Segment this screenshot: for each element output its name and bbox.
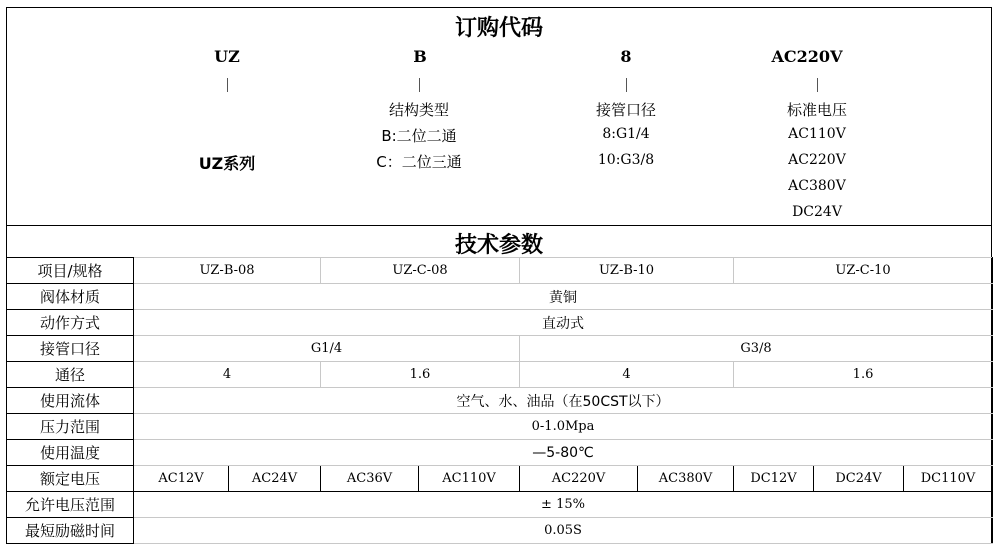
table-row [7, 440, 993, 466]
row-header: 接管口径 [7, 336, 134, 362]
row-header: 允许电压范围 [7, 492, 134, 518]
structure-heading: 结构类型 [388, 101, 449, 119]
bore-cell: 1.6 [734, 362, 993, 388]
connector-line [227, 78, 228, 92]
action-cell: 直动式 [134, 310, 993, 336]
table-row [7, 258, 993, 284]
table-row [7, 336, 993, 362]
table-row [7, 518, 993, 544]
structure-option: B:二位二通 [381, 127, 457, 145]
row-header: 最短励磁时间 [7, 518, 134, 544]
tolerance-cell: ± 15% [134, 492, 993, 518]
port-cell: G3/8 [520, 336, 993, 362]
model-cell: UZ-B-08 [134, 258, 321, 284]
port-heading: 接管口径 [595, 101, 656, 119]
spec-table [6, 257, 993, 544]
row-header: 阀体材质 [7, 284, 134, 310]
code-port: 8 [620, 47, 632, 66]
voltage-cell: AC36V [321, 466, 419, 492]
table-row [7, 284, 993, 310]
voltage-option: AC380V [788, 178, 846, 194]
table-row [7, 388, 993, 414]
code-voltage: AC220V [771, 47, 843, 66]
model-cell: UZ-C-10 [734, 258, 993, 284]
bore-cell: 4 [520, 362, 734, 388]
voltage-option: DC24V [792, 204, 842, 220]
tech-title: 技术参数 [454, 233, 543, 258]
connector-line [419, 78, 420, 92]
structure-option: C：二位三通 [376, 153, 462, 171]
connector-line [626, 78, 627, 92]
temperature-cell: —5-80℃ [134, 440, 993, 466]
port-option: 8:G1/4 [602, 126, 650, 142]
port-option: 10:G3/8 [597, 152, 655, 168]
row-header: 使用流体 [7, 388, 134, 414]
voltage-cell: AC220V [520, 466, 638, 492]
voltage-cell: DC110V [904, 466, 993, 492]
fluid-cell: 空气、水、油品（在50CST以下） [134, 388, 993, 414]
series-label: UZ系列 [198, 154, 256, 173]
voltage-cell: AC110V [419, 466, 520, 492]
voltage-cell: AC380V [638, 466, 734, 492]
table-row [7, 414, 993, 440]
voltage-option: AC220V [788, 152, 846, 168]
table-row [7, 310, 993, 336]
voltage-cell: AC24V [229, 466, 321, 492]
voltage-cell: AC12V [134, 466, 229, 492]
section-divider [6, 225, 992, 226]
row-header: 压力范围 [7, 414, 134, 440]
row-header: 项目/规格 [7, 258, 134, 284]
port-cell: G1/4 [134, 336, 520, 362]
connector-line [817, 78, 818, 92]
bore-cell: 1.6 [321, 362, 520, 388]
material-cell: 黄铜 [134, 284, 993, 310]
voltage-cell: DC12V [734, 466, 814, 492]
order-code-title: 订购代码 [454, 16, 543, 41]
row-header: 使用温度 [7, 440, 134, 466]
row-header: 通径 [7, 362, 134, 388]
row-header: 动作方式 [7, 310, 134, 336]
model-cell: UZ-C-08 [321, 258, 520, 284]
table-row [7, 466, 993, 492]
voltage-cell: DC24V [814, 466, 904, 492]
voltage-option: AC110V [788, 126, 846, 142]
pressure-cell: 0-1.0Mpa [134, 414, 993, 440]
model-cell: UZ-B-10 [520, 258, 734, 284]
bore-cell: 4 [134, 362, 321, 388]
response-cell: 0.05S [134, 518, 993, 544]
table-row [7, 362, 993, 388]
row-header: 额定电压 [7, 466, 134, 492]
code-structure: B [413, 47, 427, 66]
code-series: UZ [214, 47, 240, 66]
table-row [7, 492, 993, 518]
voltage-heading: 标准电压 [786, 101, 847, 119]
